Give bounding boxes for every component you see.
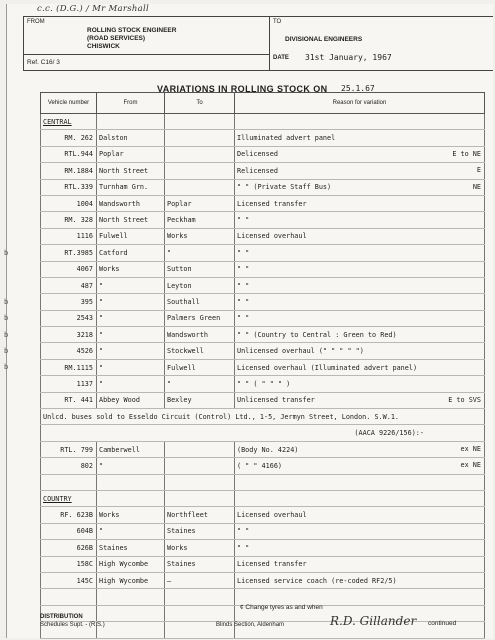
from-cell (97, 458, 165, 474)
sale-note: Unlcd. buses sold to Esseldo Circuit (Control) Ltd., 1-5, Jermyn Street, London. S.W.1. (41, 409, 485, 425)
table-row (41, 343, 485, 359)
table-row (41, 146, 485, 162)
margin-mark: b (4, 363, 9, 372)
from-org-line1: ROLLING STOCK ENGINEER (87, 27, 177, 34)
reason-cell-text: " " (237, 216, 250, 225)
vehicle-number-cell-text: 4526 (76, 347, 93, 356)
reason-cell-text: " " ( " " " ) (237, 379, 291, 388)
from-cell-text: High Wycombe (99, 576, 149, 585)
vehicle-number-cell-text: RTL.339 (64, 183, 93, 192)
to-cell (165, 556, 235, 572)
to-cell-text: Staines (167, 560, 196, 569)
margin-mark: b (4, 248, 9, 257)
to-cell (165, 343, 235, 359)
from-cell-text: Abbey Wood (99, 396, 140, 405)
reason-cell (235, 195, 485, 211)
table-row (41, 212, 485, 228)
from-cell (97, 359, 165, 375)
from-cell (97, 622, 165, 638)
to-cell (165, 589, 235, 605)
table-row (41, 458, 485, 474)
table-row (41, 195, 485, 211)
reason-cell-text: Licensed overhaul (237, 232, 307, 241)
to-label: TO (273, 19, 282, 25)
column-header-from: From (97, 93, 165, 114)
vehicle-number-cell-text: 4067 (76, 265, 93, 274)
header-top-rule (23, 16, 493, 17)
from-cell-text: " (99, 330, 104, 339)
table-row (41, 327, 485, 343)
table-row (41, 294, 485, 310)
from-cell-text: " (99, 363, 104, 372)
to-cell-text: Works (167, 232, 188, 241)
reason-cell-text: " " (237, 314, 250, 323)
section-heading (41, 114, 97, 130)
from-cell-text: " (99, 527, 104, 536)
to-cell (165, 458, 235, 474)
column-header-reason: Reason for variation (235, 93, 485, 114)
vehicle-number-cell (41, 146, 97, 162)
reason-cell-text: " " (237, 265, 250, 274)
table-row (41, 409, 485, 425)
vehicle-number-cell (41, 277, 97, 293)
to-cell (165, 605, 235, 621)
status-code: E to SVS (448, 395, 481, 404)
to-cell-text: — (167, 576, 172, 585)
from-cell-text: Dalston (99, 134, 128, 143)
from-cell-text: Catford (99, 248, 128, 257)
vehicle-number-cell (41, 130, 97, 146)
to-cell-text: Works (167, 543, 188, 552)
reason-cell (235, 540, 485, 556)
reason-cell (235, 261, 485, 277)
vehicle-number-cell-text: RM. 328 (64, 216, 93, 225)
from-cell-text: Works (99, 511, 120, 520)
table-row (41, 474, 485, 490)
vehicle-number-cell (41, 310, 97, 326)
to-cell (165, 540, 235, 556)
to-cell-text: Stockwell (167, 347, 204, 356)
from-cell-text: Poplar (99, 150, 124, 159)
from-cell (97, 245, 165, 261)
reason-cell (235, 212, 485, 228)
from-cell-text: Camberwell (99, 445, 140, 454)
to-cell-text: Leyton (167, 281, 192, 290)
reason-cell-text: " " (237, 297, 250, 306)
from-cell-text: " (99, 379, 104, 388)
to-cell (165, 441, 235, 457)
table-row (41, 228, 485, 244)
to-cell-text: Wandsworth (167, 330, 208, 339)
sale-note-reference: (AACA 9226/156):- (41, 425, 485, 441)
reason-cell-text: Licensed transfer (237, 560, 307, 569)
footnote: ¢ Change tyres as and when (240, 604, 323, 611)
vehicle-number-cell-text: RF. 623B (60, 511, 93, 520)
vehicle-number-cell-text: RM.1115 (64, 363, 93, 372)
vehicle-number-cell (41, 572, 97, 588)
vehicle-number-cell-text: RM. 262 (64, 134, 93, 143)
reason-cell (235, 392, 485, 408)
date-label: DATE (273, 55, 289, 61)
reason-cell-text: Relicensed (237, 166, 278, 175)
reason-cell (235, 441, 485, 457)
from-cell-text: Fulwell (99, 232, 128, 241)
to-cell (165, 310, 235, 326)
to-cell (165, 392, 235, 408)
to-cell (165, 294, 235, 310)
to-cell (165, 376, 235, 392)
column-header-to: To (165, 93, 235, 114)
column-header-vehicle: Vehicle number (41, 93, 97, 114)
reason-cell (235, 245, 485, 261)
vehicle-number-cell (41, 392, 97, 408)
reason-cell-text: Licensed overhaul (237, 511, 307, 520)
table-row (41, 589, 485, 605)
to-cell (165, 490, 235, 506)
vehicle-number-cell-text: 145C (76, 576, 93, 585)
section-heading-text: CENTRAL (43, 117, 72, 126)
vehicle-number-cell (41, 556, 97, 572)
to-cell-text: Southall (167, 297, 200, 306)
to-org: DIVISIONAL ENGINEERS (285, 36, 363, 43)
to-cell (165, 130, 235, 146)
from-cell-text: " (99, 347, 104, 356)
from-cell (97, 556, 165, 572)
to-cell (165, 163, 235, 179)
from-cell (97, 179, 165, 195)
reason-cell (235, 179, 485, 195)
to-cell (165, 277, 235, 293)
header-divider (269, 16, 270, 70)
section-heading (41, 490, 97, 506)
to-cell (165, 179, 235, 195)
to-cell (165, 228, 235, 244)
vehicle-number-cell (41, 523, 97, 539)
date-value: 31st January, 1967 (305, 53, 392, 62)
from-cell-text: Staines (99, 543, 128, 552)
vehicle-number-cell (41, 441, 97, 457)
from-cell (97, 114, 165, 130)
to-cell (165, 146, 235, 162)
table-row (41, 507, 485, 523)
from-label: FROM (27, 19, 45, 25)
vehicle-number-cell (41, 228, 97, 244)
margin-mark: b (4, 314, 9, 323)
from-cell (97, 146, 165, 162)
table-row (41, 540, 485, 556)
document-title: VARIATIONS IN ROLLING STOCK ON (157, 84, 328, 94)
reason-cell-text: " " (Private Staff Bus) (237, 183, 332, 192)
to-cell-text: Sutton (167, 265, 192, 274)
vehicle-number-cell-text: 626B (76, 543, 93, 552)
to-cell-text: Northfleet (167, 511, 208, 520)
from-cell (97, 343, 165, 359)
from-cell (97, 441, 165, 457)
from-cell (97, 572, 165, 588)
from-cell (97, 261, 165, 277)
margin-mark: b (4, 347, 9, 355)
vehicle-number-cell-text: RT.3985 (64, 248, 93, 257)
from-cell (97, 392, 165, 408)
title-date: 25.1.67 (341, 84, 375, 93)
to-cell-text: Staines (167, 527, 196, 536)
from-cell (97, 507, 165, 523)
from-cell (97, 294, 165, 310)
reference: Ref. C16/ 3 (27, 59, 60, 66)
header-bottom-rule (23, 70, 493, 71)
table-row (41, 441, 485, 457)
vehicle-number-cell (41, 540, 97, 556)
vehicle-number-cell (41, 474, 97, 490)
table-row (41, 572, 485, 588)
table-row (41, 425, 485, 441)
from-cell-text: High Wycombe (99, 560, 149, 569)
reason-cell (235, 589, 485, 605)
from-cell (97, 277, 165, 293)
to-cell (165, 245, 235, 261)
reason-cell-text: (Body No. 4224) (237, 445, 299, 454)
reason-cell-text: " " (237, 281, 250, 290)
table-row (41, 556, 485, 572)
reason-cell-text: Illuminated advert panel (237, 134, 336, 143)
vehicle-number-cell-text: 487 (80, 281, 93, 290)
table-row (41, 163, 485, 179)
from-cell (97, 228, 165, 244)
to-cell (165, 212, 235, 228)
table-row (41, 261, 485, 277)
from-cell (97, 540, 165, 556)
reason-cell (235, 359, 485, 375)
table-row (41, 179, 485, 195)
vehicle-number-cell-text: 395 (80, 297, 93, 306)
to-cell (165, 474, 235, 490)
vehicle-number-cell-text: 1137 (76, 379, 93, 388)
from-cell-text: Wandsworth (99, 199, 140, 208)
from-cell (97, 327, 165, 343)
reason-cell-text: " " (Country to Central : Green to Red) (237, 330, 397, 339)
vehicle-number-cell (41, 163, 97, 179)
table-header-row (41, 93, 485, 114)
vehicle-number-cell-text: 1004 (76, 199, 93, 208)
vehicle-number-cell (41, 458, 97, 474)
vehicle-number-cell (41, 327, 97, 343)
from-cell (97, 130, 165, 146)
continued-label: continued (428, 620, 457, 627)
to-cell (165, 114, 235, 130)
vehicle-number-cell (41, 195, 97, 211)
reason-cell-text: Unlicensed transfer (237, 396, 315, 405)
vehicle-number-cell-text: RTL. 799 (60, 445, 93, 454)
reason-cell-text: Delicensed (237, 150, 278, 159)
vehicle-number-cell-text: RM.1884 (64, 166, 93, 175)
reason-cell (235, 507, 485, 523)
from-org-line2: (ROAD SERVICES) (87, 35, 146, 42)
from-cell-text: " (99, 297, 104, 306)
reason-cell-text: Licensed transfer (237, 199, 307, 208)
to-cell-text: " (167, 379, 172, 388)
vehicle-number-cell-text: 158C (76, 560, 93, 569)
reason-cell-text: Licensed overhaul (Illuminated advert panel) (237, 363, 418, 372)
to-cell-text: Bexley (167, 396, 192, 405)
from-cell (97, 589, 165, 605)
from-cell (97, 212, 165, 228)
vehicle-number-cell (41, 359, 97, 375)
from-cell (97, 523, 165, 539)
reason-cell-text: Unlicensed overhaul (" " " " ") (237, 347, 364, 356)
table-row (41, 114, 485, 130)
to-cell-text: Palmers Green (167, 314, 221, 323)
from-cell (97, 474, 165, 490)
table-row (41, 277, 485, 293)
from-cell-text: " (99, 461, 104, 470)
reason-cell-text: ( " " 4166) (237, 461, 283, 470)
reason-cell (235, 327, 485, 343)
vehicle-number-cell-text: 3218 (76, 330, 93, 339)
status-code: NE (472, 182, 481, 191)
from-cell-text: North Street (99, 216, 149, 225)
vehicle-number-cell-text: RTL.944 (64, 150, 93, 159)
reason-cell (235, 114, 485, 130)
table-row (41, 310, 485, 326)
to-cell (165, 195, 235, 211)
margin-mark: b (4, 297, 9, 306)
reason-cell-text: " " (237, 248, 250, 257)
from-cell (97, 195, 165, 211)
vehicle-number-cell-text: 802 (80, 461, 93, 470)
from-cell-text: North Street (99, 166, 149, 175)
table-row (41, 245, 485, 261)
from-cell (97, 163, 165, 179)
from-cell (97, 605, 165, 621)
reason-cell (235, 310, 485, 326)
vehicle-number-cell-text: 604B (76, 527, 93, 536)
status-code: E (476, 166, 481, 175)
to-cell-text: Poplar (167, 199, 192, 208)
margin-mark: b (4, 330, 9, 339)
to-cell (165, 507, 235, 523)
vehicle-number-cell (41, 212, 97, 228)
status-code: ex NE (460, 444, 481, 453)
reason-cell (235, 146, 485, 162)
vehicle-number-cell-text: 1116 (76, 232, 93, 241)
table-row (41, 392, 485, 408)
reason-cell (235, 572, 485, 588)
reason-cell (235, 163, 485, 179)
vehicle-number-cell (41, 261, 97, 277)
table-row (41, 523, 485, 539)
from-cell-text: " (99, 281, 104, 290)
section-heading-text: COUNTRY (43, 494, 72, 503)
reason-cell (235, 130, 485, 146)
signature: R.D. Gillander (330, 614, 417, 628)
status-code: E to NE (452, 149, 481, 158)
reason-cell (235, 343, 485, 359)
reason-cell (235, 458, 485, 474)
reason-cell (235, 490, 485, 506)
table-row (41, 376, 485, 392)
from-cell (97, 376, 165, 392)
reason-cell-text: " " (237, 527, 250, 536)
reason-cell-text: Licensed service coach (re-coded RF2/5) (237, 576, 397, 585)
to-cell-text: Peckham (167, 216, 196, 225)
vehicle-number-cell (41, 507, 97, 523)
table-row (41, 490, 485, 506)
from-cell-text: Turnham Grn. (99, 183, 149, 192)
vehicle-number-cell-text: 2543 (76, 314, 93, 323)
from-org-line3: CHISWICK (87, 43, 120, 50)
vehicle-number-cell (41, 245, 97, 261)
to-cell (165, 327, 235, 343)
variations-table (40, 92, 485, 639)
table-row (41, 130, 485, 146)
from-cell (97, 310, 165, 326)
header-left-rule (23, 16, 24, 70)
distribution-label: DISTRIBUTION (40, 614, 83, 620)
from-cell-text: " (99, 314, 104, 323)
to-cell (165, 359, 235, 375)
reason-cell (235, 294, 485, 310)
vehicle-number-cell (41, 589, 97, 605)
vehicle-number-cell (41, 179, 97, 195)
reason-cell (235, 376, 485, 392)
header-ref-rule (23, 54, 269, 55)
from-cell-text: Works (99, 265, 120, 274)
handwritten-cc-note: c.c. (D.G.) / Mr Marshall (37, 4, 150, 14)
to-cell (165, 261, 235, 277)
to-cell (165, 572, 235, 588)
to-cell-text: Fulwell (167, 363, 196, 372)
reason-cell (235, 556, 485, 572)
vehicle-number-cell (41, 376, 97, 392)
reason-cell-text: " " (237, 543, 250, 552)
from-cell (97, 490, 165, 506)
to-cell (165, 523, 235, 539)
vehicle-number-cell (41, 343, 97, 359)
reason-cell (235, 523, 485, 539)
distribution-item-2: Blinds Section, Aldenham (216, 622, 285, 628)
vehicle-number-cell-text: RT. 441 (64, 396, 93, 405)
reason-cell (235, 474, 485, 490)
reason-cell (235, 277, 485, 293)
vehicle-number-cell (41, 294, 97, 310)
reason-cell (235, 228, 485, 244)
status-code: ex NE (460, 461, 481, 470)
distribution-item-1: Schedules Supt. - (R.S.) (40, 622, 105, 628)
to-cell-text: " (167, 248, 172, 257)
table-row (41, 359, 485, 375)
